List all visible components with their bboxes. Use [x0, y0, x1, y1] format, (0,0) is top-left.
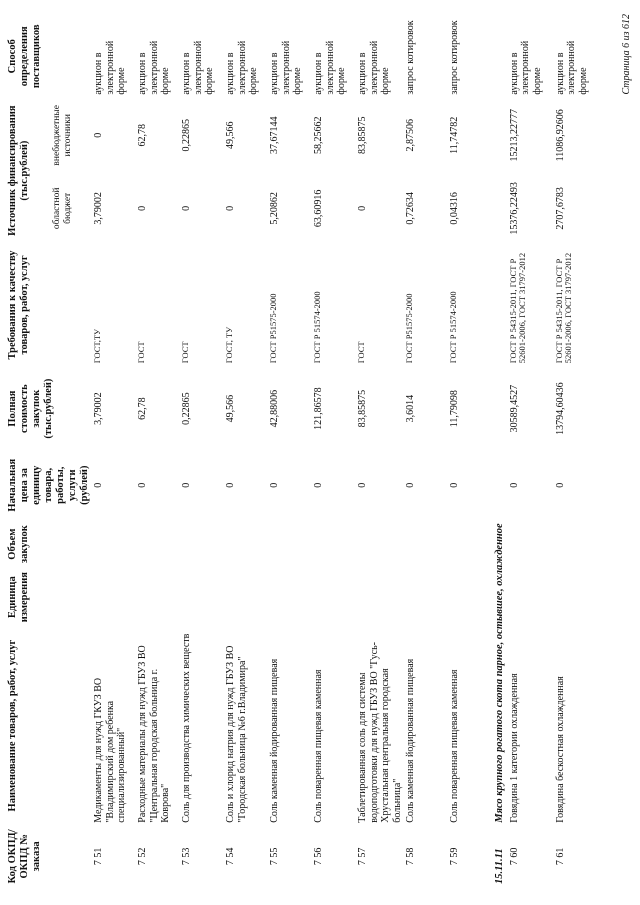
row-fin-external: 37,67144 — [269, 116, 281, 155]
row-price: 0 — [405, 482, 417, 488]
section-title: Мясо крупного рогатого скота парное, остывшее, охлажденное — [494, 523, 506, 823]
section-code: 15.11.11 — [494, 848, 506, 884]
row-unit — [224, 569, 268, 626]
row-total: 3,79002 — [93, 392, 105, 425]
row-fin-external: 11,74782 — [449, 116, 461, 154]
row-requirements: ГОСТ Р51575-2000 — [404, 293, 415, 364]
row-code: 7 57 — [357, 847, 369, 866]
row-price: 0 — [269, 482, 281, 488]
row-fin-external: 2,87506 — [405, 119, 417, 152]
row-total: 30589,4527 — [508, 384, 520, 433]
row-unit — [508, 569, 554, 626]
procurement-table — [6, 15, 600, 887]
header-fin-external: внебюджетные источники — [52, 105, 74, 166]
row-volume — [180, 519, 224, 568]
header-price: Начальная цена за единицу товара, работы, услуги (рублей) — [7, 458, 91, 512]
row-unit — [356, 569, 404, 626]
row-volume — [448, 519, 492, 568]
row-fin-external: 0 — [93, 132, 105, 138]
row-price: 0 — [357, 482, 369, 488]
header-requirements: Требования к качеству товаров, работ, услуг — [7, 250, 31, 360]
row-method: аукцион в электронной форме — [137, 40, 172, 95]
row-name: Говядина 1 категории охлажденная — [508, 673, 520, 823]
table-row — [136, 15, 180, 887]
row-name: Соль поваренная пищевая каменная — [449, 669, 461, 823]
row-price: 0 — [137, 482, 149, 488]
header-code: Код ОКПД/ ОКПД № заказа — [7, 829, 43, 884]
row-name: Таблетированная соль для системы водоподготовки для нужд ГБУЗ ВО "Гусь-Хрустальная центральная городская больница" — [357, 642, 403, 823]
row-total: 3,6014 — [405, 394, 417, 423]
table-row — [180, 15, 224, 887]
row-fin-regional: 0 — [137, 205, 149, 211]
row-volume — [312, 519, 356, 568]
row-method: запрос котировок — [405, 20, 417, 95]
row-total: 13794,60436 — [554, 382, 566, 435]
row-name: Соль поваренная пищевая каменная — [313, 669, 325, 823]
row-method: аукцион в электронной форме — [269, 40, 304, 95]
row-method: аукцион в электронной форме — [181, 40, 216, 95]
row-code: 7 61 — [554, 847, 566, 866]
row-volume — [268, 519, 312, 568]
header-volume: Объем закупок — [7, 525, 31, 564]
row-method: запрос котировок — [449, 20, 461, 95]
header-method: Способ определения поставщиков — [7, 24, 43, 89]
row-price: 0 — [181, 482, 193, 488]
row-method: аукцион в электронной форме — [313, 40, 348, 95]
row-unit — [312, 569, 356, 626]
row-volume — [404, 519, 448, 568]
header-fin-regional: областной бюджет — [52, 187, 74, 230]
row-fin-regional: 5,20862 — [269, 192, 281, 225]
row-fin-regional: 0,72634 — [405, 192, 417, 225]
row-price: 0 — [449, 482, 461, 488]
row-volume — [224, 519, 268, 568]
row-code: 7 59 — [449, 847, 461, 866]
section-body — [492, 15, 507, 887]
row-price: 0 — [508, 482, 520, 488]
row-name: Соль и хлорид натрия для нужд ГБУЗ ВО "Городская больница №6 г.Владимира" — [225, 645, 248, 823]
row-unit — [404, 569, 448, 626]
row-price: 0 — [93, 482, 105, 488]
row-price: 0 — [313, 482, 325, 488]
table-row — [404, 15, 448, 887]
page-number: Страница 6 из 612 — [621, 14, 632, 95]
row-method: аукцион в электронной форме — [357, 40, 392, 95]
row-fin-external: 49,566 — [225, 121, 237, 150]
row-fin-regional: 2707,6783 — [554, 187, 566, 230]
row-requirements: ГОСТ — [356, 341, 367, 364]
row-requirements: ГОСТ,ТУ — [92, 328, 103, 364]
row-method: аукцион в электронной форме — [93, 40, 128, 95]
row-name: Говядина бескостная охлажденная — [554, 676, 566, 823]
row-total: 11,79098 — [449, 390, 461, 428]
table-row — [554, 15, 600, 887]
table-row — [268, 15, 312, 887]
row-unit — [554, 569, 600, 626]
row-requirements: ГОСТ Р 54315-2011, ГОСТ Р 52601-2006, ГОСТ 31797-2012 — [507, 252, 528, 364]
row-fin-external: 15213,22777 — [508, 109, 520, 162]
row-code: 7 55 — [269, 847, 281, 866]
row-fin-external: 11086,92606 — [554, 109, 566, 162]
row-volume — [508, 519, 554, 568]
row-fin-regional: 63,60916 — [313, 189, 325, 228]
row-fin-regional: 0 — [357, 205, 369, 211]
row-fin-regional: 0 — [225, 205, 237, 211]
table-row — [508, 15, 554, 887]
row-name: Расходные материалы для нужд ГБУЗ ВО "Центральная городская больница г. Коврова" — [137, 645, 172, 823]
row-fin-external: 0,22865 — [181, 119, 193, 152]
header-name: Наименование товаров, работ, услуг — [7, 639, 18, 812]
row-unit — [268, 569, 312, 626]
row-requirements: ГОСТ — [136, 341, 147, 364]
header-total: Полная стоимость закупок (тыс.рублей) — [7, 378, 55, 439]
row-volume — [356, 519, 404, 568]
row-total: 49,566 — [225, 394, 237, 423]
table-body — [92, 15, 492, 887]
row-total: 0,22865 — [181, 392, 193, 425]
row-unit — [180, 569, 224, 626]
row-total: 83,85875 — [357, 389, 369, 428]
row-code: 7 58 — [405, 847, 417, 866]
row-volume — [136, 519, 180, 568]
table-row — [312, 15, 356, 887]
row-code: 7 56 — [313, 847, 325, 866]
row-fin-regional: 15376,22493 — [508, 182, 520, 235]
row-unit — [448, 569, 492, 626]
row-unit — [136, 569, 180, 626]
row-unit — [92, 569, 136, 626]
row-volume — [554, 519, 600, 568]
row-total: 121,86578 — [313, 387, 325, 430]
row-code: 7 53 — [181, 847, 193, 866]
table-row — [224, 15, 268, 887]
row-total: 62,78 — [137, 397, 149, 420]
table-row — [448, 15, 492, 887]
row-code: 7 54 — [225, 847, 237, 866]
row-fin-regional: 0,04316 — [449, 192, 461, 225]
table-body-2 — [508, 15, 600, 887]
row-method: аукцион в электронной форме — [508, 40, 543, 95]
row-name: Соль для производства химических веществ — [181, 633, 193, 823]
row-requirements: ГОСТ Р 51574-2000 — [312, 291, 323, 364]
row-method: аукцион в электронной форме — [225, 40, 260, 95]
row-volume — [92, 519, 136, 568]
row-fin-regional: 3,79002 — [93, 192, 105, 225]
row-code: 7 60 — [508, 847, 520, 866]
table-row — [92, 15, 136, 887]
row-requirements: ГОСТ Р 54315-2011, ГОСТ Р 52601-2006, ГОСТ 31797-2012 — [553, 252, 574, 364]
row-requirements: ГОСТ Р51575-2000 — [268, 293, 279, 364]
row-total: 42,88006 — [269, 389, 281, 428]
row-method: аукцион в электронной форме — [554, 40, 589, 95]
row-fin-external: 83,85875 — [357, 116, 369, 155]
row-code: 7 52 — [137, 847, 149, 866]
row-requirements: ГОСТ, ТУ — [224, 326, 235, 364]
header-row — [6, 15, 51, 887]
row-name: Соль каменная йодированная пищевая — [269, 658, 281, 823]
row-fin-external: 62,78 — [137, 124, 149, 147]
table-row — [356, 15, 404, 887]
header-financing: Источник финансирования (тыс.рублей) — [7, 105, 31, 236]
row-name: Медикаменты для нужд ГКУЗ ВО "Владимирский дом ребенка специализированный" — [93, 677, 128, 823]
row-price: 0 — [554, 482, 566, 488]
row-code: 7 51 — [93, 847, 105, 866]
row-requirements: ГОСТ Р 51574-2000 — [448, 291, 459, 364]
section-row — [492, 15, 507, 887]
row-name: Соль каменная йодированная пищевая — [405, 658, 417, 823]
header-unit: Единица измерения — [7, 572, 31, 623]
row-fin-regional: 0 — [181, 205, 193, 211]
row-price: 0 — [225, 482, 237, 488]
row-requirements: ГОСТ — [180, 341, 191, 364]
row-fin-external: 58,25662 — [313, 116, 325, 155]
